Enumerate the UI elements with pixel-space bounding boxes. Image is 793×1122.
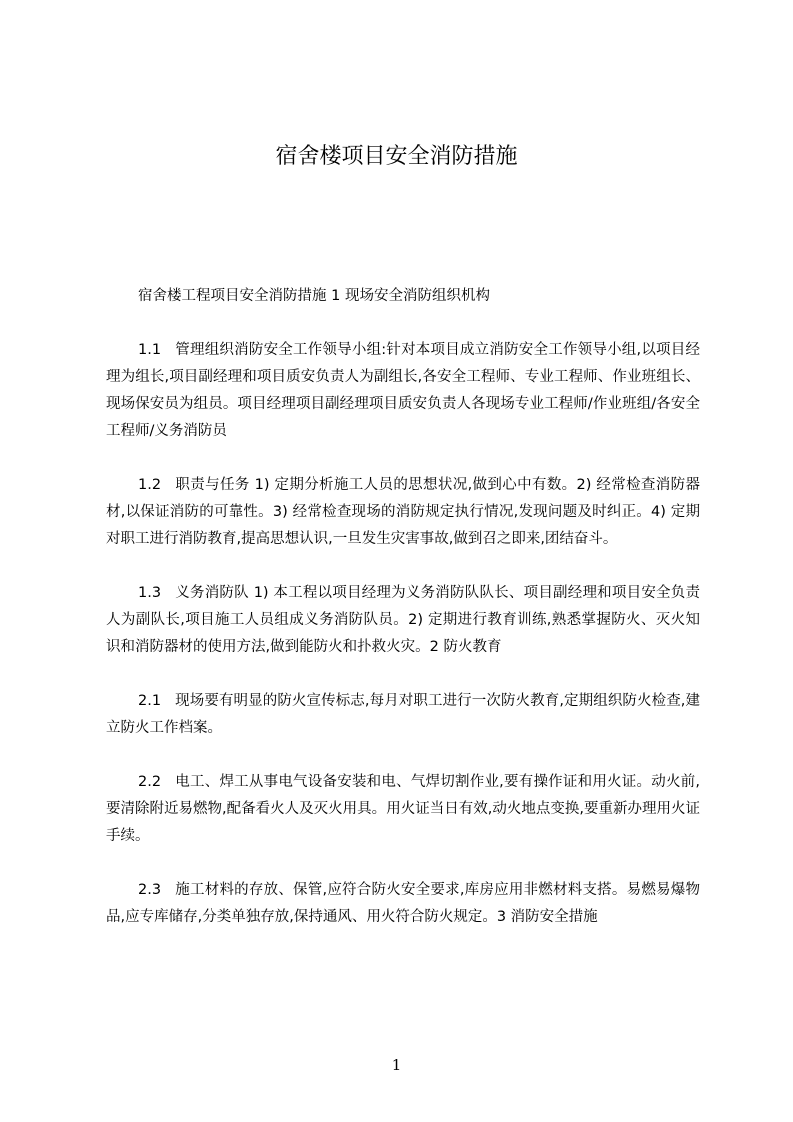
section-text: 职责与任务 1) 定期分析施工人员的思想状况,做到心中有数。2) 经常检查消防器材,以保证消防的可靠性。3) 经常检查现场的消防规定执行情况,发现问题及时纠正。4) 定期对职工进行消防教育,提高思想认识,一旦发生灾害事故,做到召之即来,团结奋斗。	[106, 477, 700, 547]
section-paragraph-1-1	[106, 337, 700, 445]
section-paragraph-2-3	[106, 877, 700, 931]
document-title: 宿舍楼项目安全消防措施	[275, 144, 518, 169]
section-text: 义务消防队 1) 本工程以项目经理为义务消防队队长、项目副经理和项目安全负责人为副队长,项目施工人员组成义务消防队员。2) 定期进行教育训练,熟悉掌握防火、灭火知识和消防器材的使用方法,做到能防火和扑救火灾。2 防火教育	[106, 585, 700, 655]
section-text: 施工材料的存放、保管,应符合防火安全要求,库房应用非燃材料支搭。易燃易爆物品,应专库储存,分类单独存放,保持通风、用火符合防火规定。3 消防安全措施	[106, 882, 700, 925]
section-paragraph-1-3	[106, 580, 700, 661]
section-number: 1.1	[138, 342, 162, 358]
section-paragraph-2-2	[106, 769, 700, 850]
section-number: 2.2	[138, 774, 162, 790]
section-text: 电工、焊工从事电气设备安装和电、气焊切割作业,要有操作证和用火证。动火前,要清除附近易燃物,配备看火人及灭火用具。用火证当日有效,动火地点变换,要重新办理用火证手续。	[106, 774, 700, 844]
section-paragraph-1-2	[106, 472, 700, 553]
section-paragraph-2-1	[106, 688, 700, 742]
section-number: 2.3	[138, 882, 162, 898]
section-text: 现场要有明显的防火宣传标志,每月对职工进行一次防火教育,定期组织防火检查,建立防火工作档案。	[106, 693, 700, 736]
document-body	[106, 283, 700, 958]
section-text: 管理组织消防安全工作领导小组:针对本项目成立消防安全工作领导小组,以项目经理为组长,项目副经理和项目质安负责人为副组长,各安全工程师、专业工程师、作业班组长、现场保安员为组员。项目经理项目副经理项目质安负责人各现场专业工程师/作业班组/各安全工程师/义务消防员	[106, 342, 700, 439]
section-number: 1.2	[138, 477, 162, 493]
section-number: 2.1	[138, 693, 162, 709]
intro-paragraph: 宿舍楼工程项目安全消防措施 1 现场安全消防组织机构	[138, 288, 490, 304]
page-number: 1	[391, 1056, 402, 1074]
section-number: 1.3	[138, 585, 162, 601]
